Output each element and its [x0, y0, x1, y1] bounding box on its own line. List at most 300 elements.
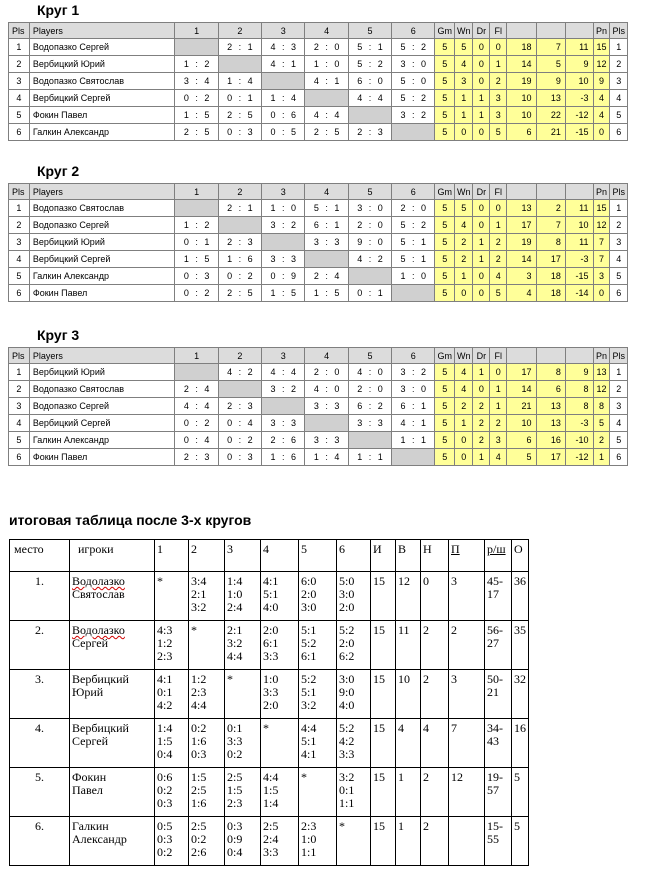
final-place: 6	[610, 285, 628, 302]
match-score: 2 : 0	[305, 364, 348, 381]
match-scores-cell	[299, 670, 337, 719]
stat-fl: 1	[490, 217, 507, 234]
table-row	[9, 449, 649, 466]
match-score: 1 : 6	[218, 251, 261, 268]
cell-line: 21	[487, 685, 499, 699]
match-score: 2 : 4	[305, 268, 348, 285]
stat-dr: 0	[473, 124, 490, 141]
goal-difference: -14	[565, 285, 593, 302]
goals-for: 4	[507, 285, 536, 302]
points: 3	[593, 268, 610, 285]
round-1-table	[8, 22, 649, 141]
goals-against: 2	[536, 200, 565, 217]
stat-wn: 1	[454, 90, 473, 107]
diagonal-cell	[175, 200, 218, 217]
row-number: 5	[9, 268, 30, 285]
col-header-pn: Pn	[593, 23, 610, 39]
col-header-blank	[507, 23, 536, 39]
col-header-opponent: 2	[218, 184, 261, 200]
cell-line: 3:2	[301, 698, 317, 712]
match-score: 1 : 2	[175, 217, 218, 234]
match-score: 1 : 0	[392, 268, 435, 285]
match-scores-cell	[155, 817, 189, 866]
player-name: Вербицкий Сергей	[29, 90, 175, 107]
match-score: 5 : 1	[392, 234, 435, 251]
col-header-blank	[507, 184, 536, 200]
cell-line: 4:4	[191, 698, 207, 712]
col-header-place: Pls	[610, 348, 628, 364]
cell-line: 3:2	[227, 636, 243, 650]
player-name-cell	[70, 817, 155, 866]
player-name-line: Фокин	[72, 770, 107, 784]
final-place: 2	[610, 217, 628, 234]
match-scores-cell	[337, 719, 371, 768]
row-number: 5	[9, 107, 30, 124]
final-row	[10, 719, 529, 768]
player-name-cell	[70, 670, 155, 719]
col-header-dr: Dr	[473, 348, 490, 364]
player-name: Галкин Александр	[29, 432, 175, 449]
col-header-opponent: 4	[305, 23, 348, 39]
diagonal-cell	[392, 449, 435, 466]
player-name-line: Вербицкий	[72, 672, 129, 686]
col-header-opponent: 5	[348, 23, 391, 39]
final-place: 5	[610, 268, 628, 285]
points: 7	[593, 234, 610, 251]
cell-line: 5:0	[339, 574, 355, 588]
cell-line: 2:1	[191, 587, 207, 601]
stat-gm: 5	[435, 381, 455, 398]
cell-line: 2:5	[227, 770, 243, 784]
match-scores-cell	[299, 719, 337, 768]
stat-gm: 5	[435, 90, 455, 107]
stat-wn: 1	[454, 268, 473, 285]
cell-line: 2:4	[227, 600, 243, 614]
col-header-wn: Wn	[454, 184, 473, 200]
cell-line: 3:2	[339, 770, 355, 784]
col-header-dr: Dr	[473, 23, 490, 39]
goals-for: 21	[507, 398, 536, 415]
match-scores-cell	[337, 768, 371, 817]
total-n: 2	[421, 621, 449, 670]
col-header-opponent: 6	[392, 348, 435, 364]
player-name: Вербицкий Юрий	[29, 56, 175, 73]
cell-line: 0:1	[227, 721, 243, 735]
player-name: Фокин Павел	[29, 107, 175, 124]
final-place: 1	[610, 364, 628, 381]
stat-dr: 1	[473, 107, 490, 124]
goals-for: 6	[507, 432, 536, 449]
match-score: 2 : 3	[218, 398, 261, 415]
row-number: 1	[9, 200, 30, 217]
match-scores-cell	[261, 768, 299, 817]
table-row	[9, 398, 649, 415]
table-row	[9, 234, 649, 251]
final-row	[10, 768, 529, 817]
goals-against: 7	[536, 39, 565, 56]
cell-line: 1:0	[301, 832, 317, 846]
col-header-opponent: 1	[175, 348, 218, 364]
standing-place: 4.	[10, 719, 70, 768]
final-place: 2	[610, 56, 628, 73]
total-v: 1	[396, 768, 421, 817]
match-score: 4 : 2	[348, 251, 391, 268]
match-score: 2 : 1	[218, 200, 261, 217]
points: 5	[593, 415, 610, 432]
stat-fl: 0	[490, 364, 507, 381]
match-score: 4 : 1	[262, 56, 305, 73]
goals-against: 13	[536, 415, 565, 432]
cell-line: 5:2	[301, 672, 317, 686]
match-scores-cell	[261, 621, 299, 670]
stat-gm: 5	[435, 449, 455, 466]
match-score: 0 : 2	[218, 432, 261, 449]
match-score: 3 : 3	[305, 432, 348, 449]
match-score: 1 : 4	[305, 449, 348, 466]
total-n: 2	[421, 670, 449, 719]
final-place: 3	[610, 398, 628, 415]
stat-dr: 1	[473, 234, 490, 251]
diagonal-cell	[262, 234, 305, 251]
match-score: 6 : 0	[348, 73, 391, 90]
cell-line: 17	[487, 587, 499, 601]
stat-dr: 0	[473, 56, 490, 73]
match-score: 3 : 2	[262, 381, 305, 398]
match-score: 3 : 2	[392, 107, 435, 124]
goals-against: 18	[536, 268, 565, 285]
goals-against: 16	[536, 432, 565, 449]
cell-line: 3:4	[191, 574, 207, 588]
match-score: 5 : 1	[305, 200, 348, 217]
points: 8	[593, 398, 610, 415]
col-header-pn: Pn	[593, 184, 610, 200]
cell-line: 0:3	[157, 832, 173, 846]
match-score: 4 : 4	[348, 90, 391, 107]
match-score: 2 : 4	[175, 381, 218, 398]
goals-for: 5	[507, 449, 536, 466]
goal-difference: -15	[565, 124, 593, 141]
player-name: Водопазко Святослав	[29, 73, 175, 90]
match-scores-cell	[155, 621, 189, 670]
cell-line: 0:2	[227, 747, 243, 761]
match-score: 5 : 2	[392, 90, 435, 107]
goals-for: 19	[507, 234, 536, 251]
match-scores-cell	[299, 768, 337, 817]
match-scores-cell	[225, 719, 261, 768]
header-place: место	[10, 540, 70, 572]
total-p	[449, 817, 485, 866]
col-header-opponent: 6	[392, 184, 435, 200]
row-number: 2	[9, 56, 30, 73]
match-score: 0 : 2	[175, 415, 218, 432]
match-score: 4 : 4	[175, 398, 218, 415]
player-name-line: Александр	[72, 832, 127, 846]
points: 4	[593, 90, 610, 107]
match-score: 2 : 3	[348, 124, 391, 141]
total-p: 7	[449, 719, 485, 768]
match-score: 1 : 4	[218, 73, 261, 90]
header-opponent: 5	[299, 540, 337, 572]
goal-difference: 11	[565, 234, 593, 251]
diagonal-cell	[218, 217, 261, 234]
match-scores-cell	[155, 572, 189, 621]
match-score: 2 : 0	[348, 381, 391, 398]
total-points: 36	[512, 572, 529, 621]
match-score: 5 : 2	[348, 56, 391, 73]
total-p: 3	[449, 572, 485, 621]
cell-line: 5:1	[263, 587, 279, 601]
match-score: 1 : 6	[262, 449, 305, 466]
stat-dr: 0	[473, 381, 490, 398]
player-name-cell	[70, 768, 155, 817]
table-row	[9, 217, 649, 234]
cell-line: 2:3	[301, 819, 317, 833]
points: 9	[593, 73, 610, 90]
match-score: 3 : 3	[262, 415, 305, 432]
cell-line: 1:6	[191, 796, 207, 810]
stat-fl: 3	[490, 432, 507, 449]
table-row	[9, 251, 649, 268]
cell-line: 0:2	[191, 832, 207, 846]
row-number: 5	[9, 432, 30, 449]
row-number: 4	[9, 415, 30, 432]
goals-for: 6	[507, 124, 536, 141]
stat-wn: 5	[454, 39, 473, 56]
match-score: 0 : 4	[175, 432, 218, 449]
cell-line: 3:3	[263, 685, 279, 699]
cell-line: 1:5	[263, 783, 279, 797]
col-header-players: Players	[29, 348, 175, 364]
player-name: Галкин Александр	[29, 268, 175, 285]
cell-line: *	[263, 721, 269, 735]
match-scores-cell	[261, 719, 299, 768]
match-scores-cell	[225, 572, 261, 621]
final-place: 3	[610, 234, 628, 251]
cell-line: 5:1	[301, 685, 317, 699]
match-score: 1 : 1	[392, 432, 435, 449]
points: 7	[593, 251, 610, 268]
total-n: 2	[421, 817, 449, 866]
stat-wn: 3	[454, 73, 473, 90]
match-score: 3 : 3	[262, 251, 305, 268]
goals-against: 21	[536, 124, 565, 141]
header-opponent: 4	[261, 540, 299, 572]
col-header-opponent: 1	[175, 184, 218, 200]
match-scores-cell	[225, 621, 261, 670]
final-place: 4	[610, 251, 628, 268]
cell-line: 19-	[487, 770, 503, 784]
cell-line: 6:1	[263, 636, 279, 650]
row-number: 3	[9, 73, 30, 90]
total-points: 5	[512, 768, 529, 817]
diagonal-cell	[348, 268, 391, 285]
col-header-blank	[565, 23, 593, 39]
match-scores-cell	[299, 817, 337, 866]
cell-line: 1:5	[157, 734, 173, 748]
total-points: 35	[512, 621, 529, 670]
goals-for: 19	[507, 73, 536, 90]
match-score: 1 : 5	[262, 285, 305, 302]
cell-line: 5:2	[339, 721, 355, 735]
final-standings-table	[9, 539, 529, 866]
cell-line: 2:3	[191, 685, 207, 699]
cell-line: 0:2	[157, 845, 173, 859]
player-name: Водопазко Сергей	[29, 217, 175, 234]
cell-line: 2:5	[191, 819, 207, 833]
match-score: 1 : 0	[262, 200, 305, 217]
match-scores-cell	[225, 670, 261, 719]
match-scores-cell	[225, 768, 261, 817]
match-score: 2 : 0	[348, 217, 391, 234]
points: 13	[593, 364, 610, 381]
stat-dr: 2	[473, 398, 490, 415]
match-scores-cell	[189, 817, 225, 866]
match-score: 0 : 1	[218, 90, 261, 107]
stat-gm: 5	[435, 217, 455, 234]
match-score: 2 : 3	[218, 234, 261, 251]
total-points: 16	[512, 719, 529, 768]
match-score: 0 : 2	[175, 90, 218, 107]
cell-line: 1:6	[191, 734, 207, 748]
cell-line: 27	[487, 636, 499, 650]
stat-dr: 0	[473, 268, 490, 285]
player-name: Вербицкий Сергей	[29, 415, 175, 432]
points: 0	[593, 124, 610, 141]
cell-line: *	[157, 574, 163, 588]
stat-wn: 4	[454, 56, 473, 73]
goal-difference: 11	[565, 39, 593, 56]
total-i: 15	[371, 768, 396, 817]
goals-for: 10	[507, 107, 536, 124]
match-score: 1 : 4	[262, 90, 305, 107]
stat-dr: 0	[473, 73, 490, 90]
cell-line: 45-	[487, 574, 503, 588]
cell-line: 56-	[487, 623, 503, 637]
final-place: 6	[610, 124, 628, 141]
col-header-blank	[507, 348, 536, 364]
player-name: Фокин Павел	[29, 285, 175, 302]
stat-dr: 2	[473, 415, 490, 432]
match-score: 3 : 3	[348, 415, 391, 432]
goal-difference: -12	[565, 449, 593, 466]
goal-difference: -3	[565, 415, 593, 432]
col-header-gm: Gm	[435, 184, 455, 200]
diagonal-cell	[348, 107, 391, 124]
player-name: Вербицкий Сергей	[29, 251, 175, 268]
col-header-blank	[536, 348, 565, 364]
row-number: 1	[9, 364, 30, 381]
cell-line: 6:0	[301, 574, 317, 588]
stat-wn: 5	[454, 200, 473, 217]
match-score: 2 : 5	[175, 124, 218, 141]
player-name-line: Сергей	[72, 636, 108, 650]
standing-place: 3.	[10, 670, 70, 719]
match-score: 5 : 0	[392, 73, 435, 90]
cell-line: 3:3	[227, 734, 243, 748]
match-score: 0 : 3	[218, 124, 261, 141]
cell-line: 2:0	[263, 698, 279, 712]
stat-gm: 5	[435, 73, 455, 90]
match-score: 1 : 5	[305, 285, 348, 302]
stat-fl: 3	[490, 90, 507, 107]
cell-line: 1:4	[263, 796, 279, 810]
match-score: 4 : 3	[262, 39, 305, 56]
round-2-title: Круг 2	[37, 163, 80, 179]
header-row	[9, 23, 649, 39]
match-score: 4 : 1	[392, 415, 435, 432]
stat-dr: 1	[473, 364, 490, 381]
cell-line: 50-	[487, 672, 503, 686]
final-place: 4	[610, 90, 628, 107]
cell-line: 3:3	[263, 649, 279, 663]
goal-difference: 11	[565, 200, 593, 217]
match-score: 0 : 3	[175, 268, 218, 285]
match-score: 0 : 4	[218, 415, 261, 432]
goal-ratio-cell	[485, 817, 512, 866]
match-scores-cell	[155, 719, 189, 768]
col-header-blank	[536, 184, 565, 200]
match-score: 1 : 5	[175, 107, 218, 124]
stat-fl: 0	[490, 39, 507, 56]
cell-line: 1:2	[157, 636, 173, 650]
round-3-title: Круг 3	[37, 327, 80, 343]
goals-for: 18	[507, 39, 536, 56]
table-row	[9, 364, 649, 381]
header-opponent: 6	[337, 540, 371, 572]
col-header-opponent: 2	[218, 348, 261, 364]
row-number: 3	[9, 234, 30, 251]
table-row	[9, 39, 649, 56]
goal-ratio-cell	[485, 719, 512, 768]
total-points: 5	[512, 817, 529, 866]
table-row	[9, 73, 649, 90]
header-i: И	[371, 540, 396, 572]
cell-line: 15-	[487, 819, 503, 833]
match-score: 2 : 5	[305, 124, 348, 141]
goals-against: 6	[536, 381, 565, 398]
cell-line: 1:0	[263, 672, 279, 686]
cell-line: 0:2	[191, 721, 207, 735]
cell-line: 3:0	[339, 672, 355, 686]
cell-line: 0:6	[157, 770, 173, 784]
match-score: 4 : 4	[262, 364, 305, 381]
cell-line: 43	[487, 734, 499, 748]
stat-gm: 5	[435, 285, 455, 302]
cell-line: 4:4	[301, 721, 317, 735]
stat-fl: 2	[490, 415, 507, 432]
match-score: 1 : 5	[175, 251, 218, 268]
match-score: 2 : 0	[392, 200, 435, 217]
cell-line: 57	[487, 783, 499, 797]
match-score: 2 : 5	[218, 285, 261, 302]
cell-line: 2:3	[227, 796, 243, 810]
total-v: 11	[396, 621, 421, 670]
cell-line: 2:5	[263, 819, 279, 833]
total-n: 4	[421, 719, 449, 768]
final-place: 5	[610, 432, 628, 449]
col-header-dr: Dr	[473, 184, 490, 200]
goal-difference: -12	[565, 107, 593, 124]
col-header-wn: Wn	[454, 348, 473, 364]
row-number: 4	[9, 251, 30, 268]
cell-line: 5:1	[301, 734, 317, 748]
col-header-players: Players	[29, 23, 175, 39]
match-scores-cell	[299, 572, 337, 621]
match-score: 2 : 0	[305, 39, 348, 56]
match-scores-cell	[189, 768, 225, 817]
col-header-pls: Pls	[9, 348, 30, 364]
col-header-opponent: 5	[348, 348, 391, 364]
